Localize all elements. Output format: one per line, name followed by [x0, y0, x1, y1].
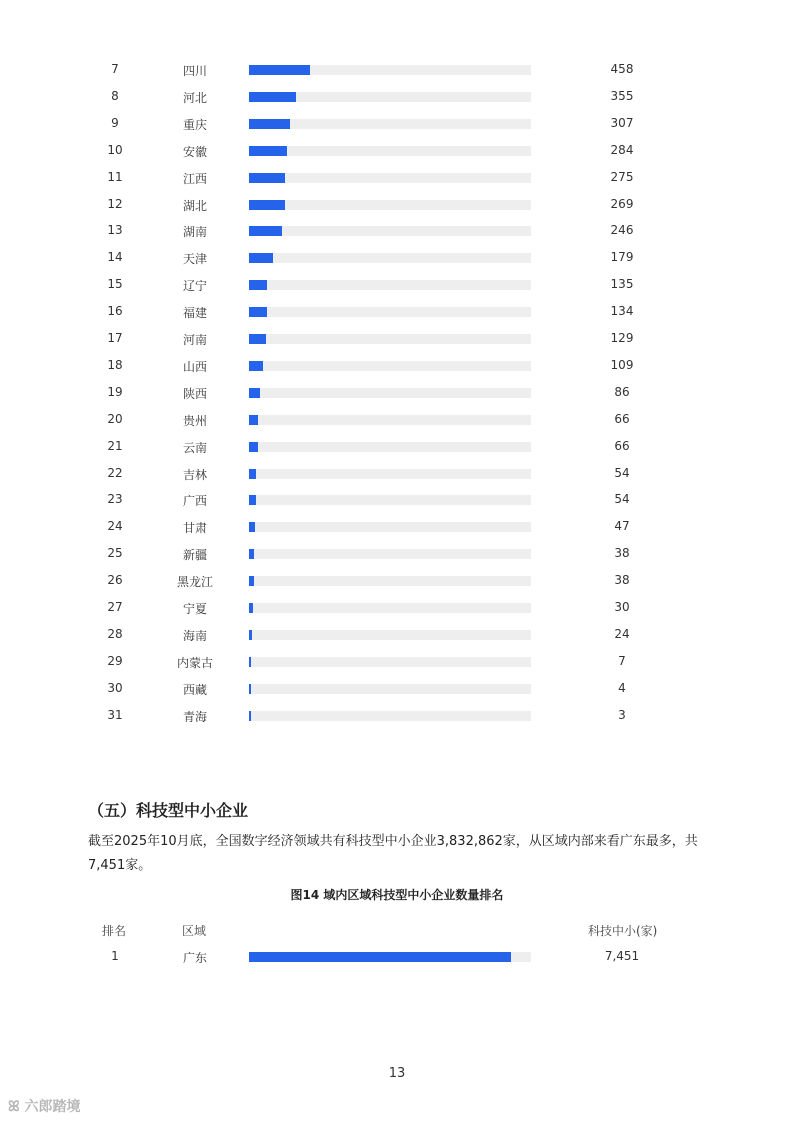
bar-track [249, 684, 531, 694]
value-label: 38 [614, 573, 630, 588]
region-name: 内蒙古 [176, 655, 213, 670]
region-name: 海南 [182, 628, 207, 643]
region-name: 广西 [182, 494, 207, 509]
region-name: 安徽 [182, 144, 207, 159]
rank-number: 11 [107, 169, 123, 184]
rank-number: 18 [107, 357, 123, 372]
value-label: 458 [610, 62, 634, 76]
bar-track [249, 603, 531, 613]
bar-track [249, 200, 531, 210]
ranking-row [0, 486, 794, 513]
value-label: 4 [618, 680, 626, 695]
figure-title: 图14 域内区域科技型中小企业数量排名 [290, 888, 504, 902]
bar-track [249, 280, 531, 290]
rank-number: 19 [107, 384, 123, 399]
bar-fill [249, 711, 251, 721]
region-name: 西藏 [182, 682, 207, 697]
bar-track [249, 307, 531, 317]
rank-number: 1 [111, 949, 119, 963]
region-name: 广东 [182, 951, 207, 965]
bar-track [249, 630, 531, 640]
bar-fill [249, 657, 251, 667]
ranking-row [0, 379, 794, 406]
bar-fill [249, 469, 256, 479]
region-name: 甘肃 [182, 521, 207, 536]
value-label: 275 [610, 169, 634, 184]
bar-track [249, 334, 531, 344]
value-label: 129 [610, 331, 634, 345]
bar-track [249, 576, 531, 586]
rank-number: 26 [107, 573, 123, 588]
rank-number: 24 [107, 519, 123, 534]
bar-track [249, 657, 531, 667]
ranking-row [0, 325, 794, 352]
bar-fill [249, 173, 285, 183]
region-name: 四川 [182, 64, 207, 78]
bar-track [249, 173, 531, 183]
bar-track [249, 442, 531, 452]
region-name: 吉林 [182, 467, 207, 482]
ranking-row [0, 460, 794, 487]
ranking-row [0, 191, 794, 218]
value-label: 179 [610, 250, 634, 265]
bar-fill [249, 200, 285, 210]
bar-track [249, 253, 531, 263]
ranking-row [0, 352, 794, 379]
ranking-row [0, 298, 794, 325]
ranking-row [0, 675, 794, 702]
bar-track [249, 146, 531, 156]
region-name: 宁夏 [182, 602, 207, 616]
region-name: 江西 [182, 171, 207, 186]
region-name: 河北 [182, 90, 207, 105]
ranking-row [0, 943, 794, 970]
bar-track [249, 549, 531, 559]
bar-track [249, 226, 531, 236]
bar-fill [249, 630, 252, 640]
rank-number: 30 [107, 680, 123, 695]
bar-fill [249, 92, 296, 102]
value-label: 3 [618, 707, 626, 722]
ranking-row [0, 540, 794, 567]
rank-number: 29 [107, 653, 123, 668]
bar-fill [249, 522, 255, 532]
bar-fill [249, 495, 256, 505]
section-paragraph: 截至2025年10月底，全国数字经济领域共有科技型中小企业3,832,862家，从区域内部来看广东最多，共7,451家。 [88, 834, 698, 873]
rank-number: 31 [107, 707, 123, 722]
value-label: 269 [610, 196, 634, 211]
bar-track [249, 952, 531, 962]
ranking-row [0, 271, 794, 298]
region-name: 黑龙江 [176, 575, 213, 590]
value-label: 54 [614, 492, 630, 507]
value-label: 7 [618, 653, 626, 668]
region-name: 云南 [182, 440, 207, 455]
rank-number: 25 [107, 546, 123, 561]
rank-number: 12 [107, 196, 123, 211]
bar-track [249, 711, 531, 721]
rank-number: 10 [107, 142, 123, 157]
value-label: 284 [610, 142, 634, 157]
header-value: 科技中小(家) [588, 924, 658, 938]
bar-fill [249, 146, 287, 156]
region-name: 山西 [182, 359, 207, 374]
watermark-logo [8, 1096, 81, 1116]
rank-number: 15 [107, 277, 123, 292]
ranking-row [0, 56, 794, 83]
region-name: 重庆 [182, 117, 207, 132]
rank-number: 17 [107, 331, 123, 345]
ranking-row [0, 406, 794, 433]
region-name: 青海 [182, 709, 207, 724]
bar-fill [249, 226, 282, 236]
watermark-icon: ꕤ [8, 1099, 25, 1115]
ranking-row [0, 83, 794, 110]
bar-fill [249, 952, 511, 962]
bar-track [249, 495, 531, 505]
region-name: 辽宁 [182, 279, 207, 294]
value-label: 54 [614, 465, 630, 480]
rank-number: 16 [107, 304, 123, 319]
bar-track [249, 361, 531, 371]
bar-fill [249, 65, 310, 75]
bar-track [249, 92, 531, 102]
bar-fill [249, 280, 267, 290]
rank-number: 27 [107, 600, 123, 614]
value-label: 66 [614, 411, 630, 426]
bar-fill [249, 576, 254, 586]
value-label: 30 [614, 600, 630, 614]
value-label: 134 [610, 304, 634, 319]
bar-fill [249, 415, 258, 425]
ranking-row [0, 244, 794, 271]
rank-number: 28 [107, 626, 123, 641]
region-name: 河南 [182, 333, 207, 347]
bar-track [249, 388, 531, 398]
rank-number: 13 [107, 223, 123, 238]
value-label: 86 [614, 384, 630, 399]
ranking-row [0, 702, 794, 729]
value-label: 47 [614, 519, 630, 534]
ranking-row [0, 164, 794, 191]
bar-fill [249, 334, 266, 344]
rank-number: 8 [111, 88, 119, 103]
ranking-row [0, 137, 794, 164]
bar-fill [249, 307, 267, 317]
header-region: 区域 [182, 924, 207, 938]
rank-number: 21 [107, 438, 123, 453]
ranking-row [0, 513, 794, 540]
ranking-row [0, 433, 794, 460]
ranking-row [0, 594, 794, 621]
ranking-row [0, 648, 794, 675]
value-label: 307 [610, 115, 634, 130]
value-label: 66 [614, 438, 630, 453]
bar-track [249, 119, 531, 129]
rank-number: 23 [107, 492, 123, 507]
watermark-text: 六郎踏境 [24, 1099, 81, 1115]
bar-fill [249, 388, 260, 398]
value-label: 135 [610, 277, 634, 292]
bar-fill [249, 603, 253, 613]
ranking-row [0, 567, 794, 594]
region-name: 湖南 [182, 225, 207, 240]
value-label: 24 [614, 626, 630, 641]
bar-fill [249, 253, 273, 263]
rank-number: 14 [107, 250, 123, 265]
page-number: 13 [388, 1066, 406, 1081]
bar-track [249, 469, 531, 479]
bar-fill [249, 684, 251, 694]
ranking-row [0, 217, 794, 244]
region-name: 天津 [182, 252, 207, 267]
rank-number: 20 [107, 411, 123, 426]
region-name: 新疆 [182, 548, 207, 563]
rank-number: 7 [111, 62, 119, 76]
value-label: 7,451 [604, 949, 640, 963]
section-title: （五）科技型中小企业 [88, 801, 249, 820]
value-label: 38 [614, 546, 630, 561]
region-name: 福建 [182, 306, 207, 321]
region-name: 陕西 [182, 386, 207, 401]
rank-number: 9 [111, 115, 119, 130]
value-label: 246 [610, 223, 634, 238]
bar-fill [249, 361, 263, 371]
ranking-row [0, 110, 794, 137]
value-label: 109 [610, 357, 634, 372]
header-rank: 排名 [102, 924, 127, 938]
bar-fill [249, 442, 258, 452]
bar-fill [249, 549, 254, 559]
bar-track [249, 522, 531, 532]
region-name: 湖北 [182, 198, 207, 213]
bar-fill [249, 119, 290, 129]
region-name: 贵州 [182, 413, 207, 428]
value-label: 355 [610, 88, 634, 103]
rank-number: 22 [107, 465, 123, 480]
bar-track [249, 415, 531, 425]
bar-track [249, 65, 531, 75]
ranking-row [0, 621, 794, 648]
